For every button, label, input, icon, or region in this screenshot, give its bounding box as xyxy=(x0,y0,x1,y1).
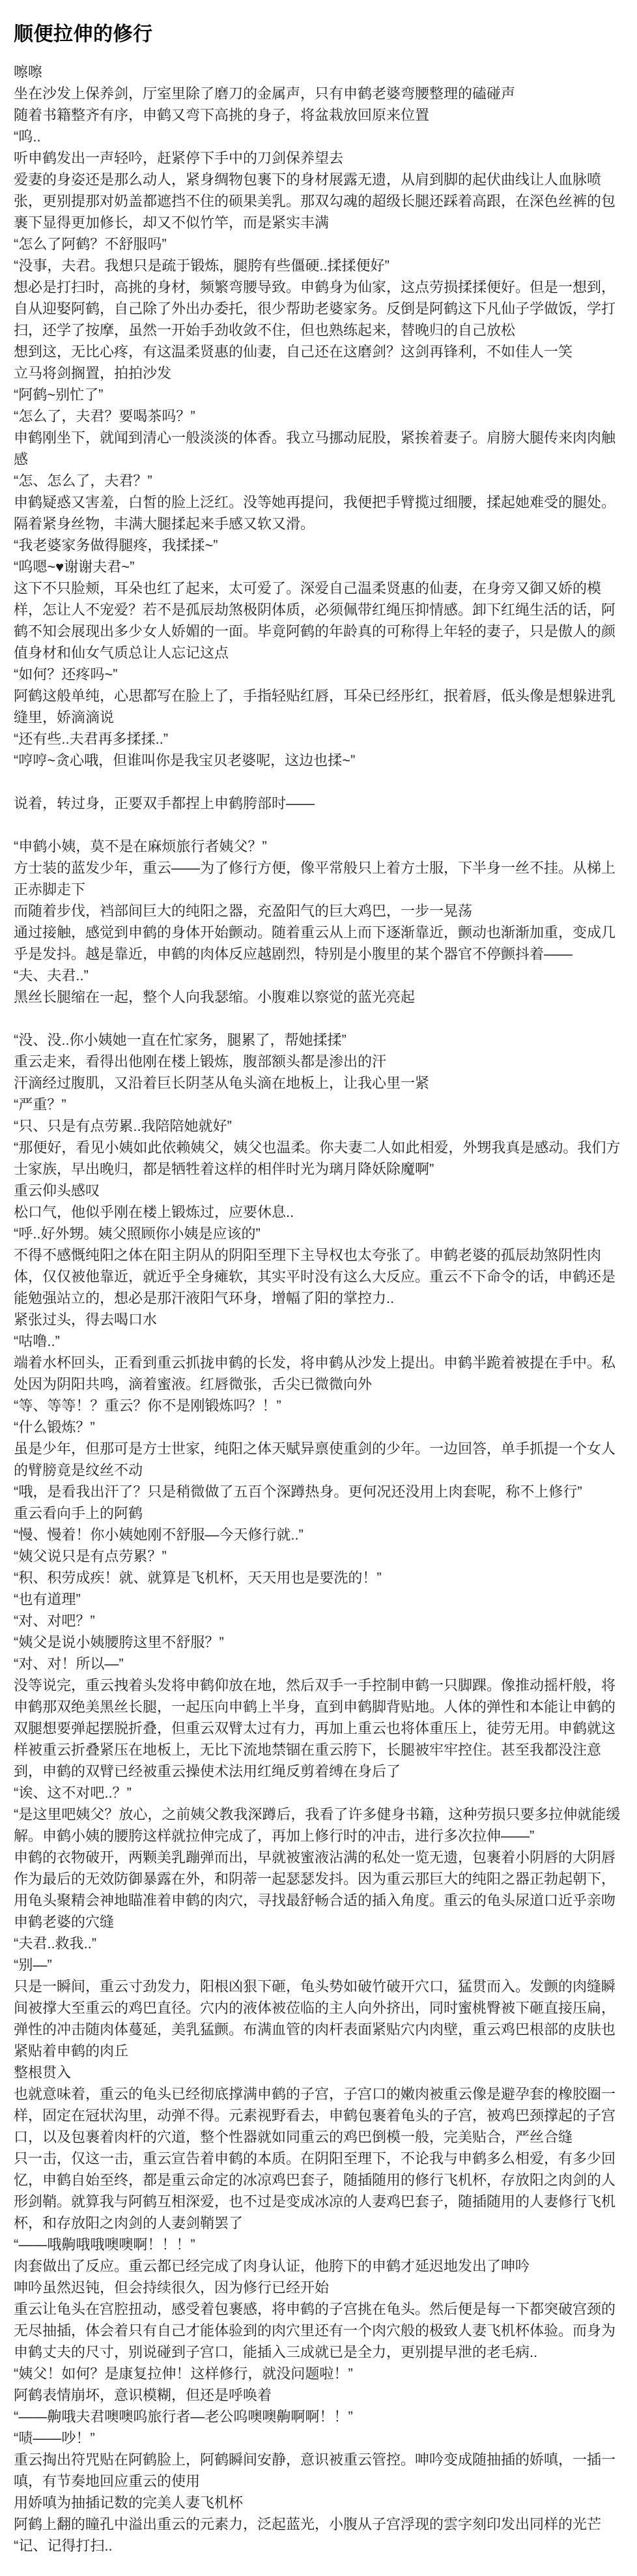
paragraph: “还有些..夫君再多揉揉..” xyxy=(14,731,169,747)
paragraph: 也就意味着，重云的龟头已经彻底撑满申鹤的子宫，子宫口的嫩肉被重云像是避孕套的橡胶圈一样，固定在冠状沟里，动弹不得。元素视野看去，申鹤包裹着龟头的子宫，被鸡巴颈撑起的子宫口，以及包裹着肉杆的穴道，整个性器就如同重云的鸡巴倒模一般，完美贴合，严丝合缝 xyxy=(14,2086,616,2145)
paragraph: “也有道理” xyxy=(14,1591,81,1607)
paragraph: 肉套做出了反应。重云都已经完成了肉身认证，他胯下的申鹤才延迟地发出了呻吟 xyxy=(14,2258,530,2274)
paragraph: 说着，转过身，正要双手都捏上申鹤胯部时—— xyxy=(14,795,315,812)
paragraph: “夫君..救我..” xyxy=(14,1935,97,1952)
paragraph: “是这里吧姨父？放心，之前姨父教我深蹲后，我看了许多健身书籍，这种劳损只要多拉伸就能缓解。申鹤小姨的腰胯这样就拉伸完成了，再加上修行时的冲击，进行多次拉伸——” xyxy=(14,1806,621,1844)
paragraph: 重云看向手上的阿鹤 xyxy=(14,1505,143,1521)
paragraph: “没事，夫君。我想只是疏于锻炼，腿胯有些僵硬..揉揉便好” xyxy=(14,257,389,274)
paragraph: “记、记得打扫.. xyxy=(14,2538,113,2554)
paragraph: 紧张过头，得去喝口水 xyxy=(14,1311,158,1328)
paragraph: “怎、怎么了，夫君？” xyxy=(14,473,152,489)
paragraph: “诶、这不对吧..？” xyxy=(14,1785,132,1801)
paragraph: “咕噜..” xyxy=(14,1333,60,1349)
paragraph: 申鹤疑惑又害羞，白皙的脸上泛红。没等她再提问，我便把手臂揽过细腰，揉起她难受的腿处。隔着紧身丝物，丰满大腿揉起来手感又软又滑。 xyxy=(14,494,616,532)
paragraph: “对、对吧？” xyxy=(14,1613,95,1629)
paragraph: “什么锻炼？” xyxy=(14,1419,95,1435)
paragraph: “严重？” xyxy=(14,1096,66,1113)
paragraph: 想必是打扫时，高挑的身材，频繁弯腰导致。申鹤身为仙家，这点劳损揉揉便好。但是一想到，自从迎娶阿鹤，自己除了外出办委托，很少帮助老婆家务。反倒是阿鹤这下凡仙子学做饭，学打扫，还学了按摩，虽然一开始手劲收敛不住，但也熟练起来，替晚归的自己放松 xyxy=(14,279,616,338)
paragraph: “姨父是说小姨腰胯这里不舒服？” xyxy=(14,1634,224,1650)
paragraph: “没、没..你小姨她一直在忙家务，腿累了，帮她揉揉” xyxy=(14,1032,347,1048)
paragraph: 随着书籍整齐有序，申鹤又弯下高挑的身子，将盆栽放回原来位置 xyxy=(14,107,430,123)
paragraph: 汗滴经过腹肌，又沿着巨长阴茎从龟头滴在地板上，让我心里一紧 xyxy=(14,1075,430,1091)
paragraph: 不得不感慨纯阳之体在阳主阴从的阴阳至理下主导权也太夸张了。申鹤老婆的孤辰劫煞阴性肉体，仅仅被他靠近，就近乎全身瘫软，其实平时没有这么大反应。重云不下命令的话，申鹤还是能勉强站立的，想必是那汗液阳气环身，增幅了阳的掌控力.. xyxy=(14,1247,616,1306)
page-title: 顺便拉伸的修行 xyxy=(14,23,153,45)
paragraph: 松口气，他似乎刚在楼上锻炼过，应要休息.. xyxy=(14,1204,294,1220)
paragraph: 申鹤的衣物破开，两颗美乳蹦弹而出，早就被蜜液沾满的私处一览无遗，包裹着小阴唇的大阴唇作为最后的无效防御暴露在外，和阴蒂一起瑟瑟发抖。因为重云那巨大的纯阳之器正勃起朝下，用龟头聚精会神地瞄准着申鹤的肉穴，寻找最舒畅合适的插入角度。重云的龟头尿道口近乎亲吻申鹤老婆的穴缝 xyxy=(14,1849,616,1930)
blank-line xyxy=(14,1008,623,1029)
paragraph: “呜.. xyxy=(14,128,41,145)
paragraph: 只是一瞬间，重云寸劲发力，阳根凶狠下砸，龟头势如破竹破开穴口，猛贯而入。发颤的肉缝瞬间被撑大至重云的鸡巴直径。穴内的液体被莅临的主人向外挤出，同时蜜桃臀被下砸直接压扁，弹性的冲击随肉体蔓延，美乳猛颤。布满血管的肉杆表面紧贴穴内肉壁，重云鸡巴根部的皮肤也紧贴着申鹤的肉丘 xyxy=(14,1978,616,2059)
paragraph: 方士装的蓝发少年，重云——为了修行方便，像平常般只上着方士服，下半身一丝不挂。从梯上正赤脚走下 xyxy=(14,860,616,898)
paragraph: 虽是少年，但那可是方士世家，纯阳之体天赋异禀使重剑的少年。一边回答，单手抓提一个女人的臂膀竟是纹丝不动 xyxy=(14,1441,616,1478)
paragraph: “夫、夫君..” xyxy=(14,967,89,984)
paragraph: 阿鹤这般单纯，心思都写在脸上了，手指轻贴红唇，耳朵已经彤红，抿着唇，低头像是想躲进乳缝里，娇滴滴说 xyxy=(14,688,616,725)
paragraph: “我老婆家务做得腿疼，我揉揉~” xyxy=(14,537,218,553)
paragraph: “——哦齁哦哦噢噢啊！！！” xyxy=(14,2236,195,2253)
paragraph: 申鹤刚坐下，就闻到清心一般淡淡的体香。我立马挪动屁股，紧挨着妻子。肩膀大腿传来肉肉触感 xyxy=(14,430,616,467)
paragraph: “哼哼~贪心哦，但谁叫你是我宝贝老婆呢，这边也揉~” xyxy=(14,752,356,768)
paragraph: 听申鹤发出一声轻吟，赶紧停下手中的刀剑保养望去 xyxy=(14,150,344,166)
paragraph: 重云让龟头在宫腔扭动，感受着包裹感，将申鹤的子宫挑在龟头。然后便是每一下都突破宫颈的无尽抽插，体会着只有自己才能体验到的肉穴里还有一个肉穴般的极致人妻飞机杯体验。而身为申鹤丈夫的尺寸，别说碰到子宫口，能插入三成就已是全力，更别提早泄的老毛病.. xyxy=(14,2301,616,2360)
paragraph: “呼..好外甥。姨父照顾你小姨是应该的” xyxy=(14,1225,261,1242)
paragraph: 整根贯入 xyxy=(14,2064,72,2081)
paragraph: “呜嗯~♥谢谢夫君~” xyxy=(14,559,135,575)
paragraph: “——齁哦夫君噢噢呜旅行者—老公呜噢噢齁啊啊！！” xyxy=(14,2408,353,2425)
paragraph: 坐在沙发上保养剑，厅室里除了磨刀的金属声，只有申鹤老婆弯腰整理的磕碰声 xyxy=(14,85,516,102)
paragraph: “慢、慢着！你小姨她刚不舒服—今天修行就..” xyxy=(14,1527,304,1543)
paragraph: 通过接触，感觉到申鹤的身体开始颤动。随着重云从上而下逐渐靠近，颤动也渐渐加重，变成几乎是发抖。越是靠近，申鹤的肉体反应越剧烈，特别是小腹里的某个器官不停颤抖着—— xyxy=(14,924,616,962)
paragraph: 这下不只脸颊，耳朵也红了起来，太可爱了。深爱自己温柔贤惠的仙妻，在身旁又御又娇的模样，怎让人不宠爱？若不是孤辰劫煞极阴体质，必须佩带红绳压抑情感。卸下红绳生活的话，阿鹤不知会展现出多少女人娇媚的一面。毕竟阿鹤的年龄真的可称得上年轻的妻子，只是傲人的颜值身材和仙女气质总让人忘记这点 xyxy=(14,580,616,661)
blank-line xyxy=(14,814,623,836)
paragraph: 而随着步伐，裆部间巨大的纯阳之器，充盈阳气的巨大鸡巴，一步一晃荡 xyxy=(14,903,473,919)
paragraph: 爱妻的身姿还是那么动人，紧身绸物包裹下的身材展露无遗，从肩到脚的起伏曲线让人血脉喷张，更别提那对奶盖都遮挡不住的硕果美乳。那双勾魂的超级长腿还踩着高跟，在深色丝裤的包裹下显得更加修长，却又不似竹竿，而是紧实丰满 xyxy=(14,171,616,231)
paragraph: “姨父说只是有点劳累？” xyxy=(14,1548,167,1564)
paragraph: “对、对！所以—” xyxy=(14,1656,124,1672)
paragraph: “积、积劳成疾！就、就算是飞机杯，天天用也是要洗的！” xyxy=(14,1570,382,1586)
paragraph: “那便好，看见小姨如此依赖姨父，姨父也温柔。你夫妻二人如此相爱，外甥我真是感动。我们方士家族，早出晚归，都是牺牲着这样的相伴时光为璃月降妖除魔啊” xyxy=(14,1139,621,1177)
paragraph: “怎么了，夫君？要喝茶吗？” xyxy=(14,408,195,424)
paragraph: 想到这，无比心疼，有这温柔贤惠的仙妻，自己还在这磨剑？这剑再锋利，不如佳人一笑 xyxy=(14,344,573,360)
paragraph: “如何？还疼吗~” xyxy=(14,666,118,682)
paragraph: “等、等等！？重云？你不是刚锻炼吗？！” xyxy=(14,1398,281,1414)
paragraph: “申鹤小姨，莫不是在麻烦旅行者姨父？” xyxy=(14,838,267,855)
paragraph: 呻吟虽然迟钝，但会持续很久，因为修行已经开始 xyxy=(14,2279,330,2296)
paragraph: 重云仰头感叹 xyxy=(14,1182,100,1199)
blank-line xyxy=(14,771,623,793)
paragraph: 没等说完，重云拽着头发将申鹤仰放在地，然后双手一手控制申鹤一只脚踝。像推动摇杆般，将申鹤那双绝美黑丝长腿，一起压向申鹤上半身，直到申鹤脚背贴地。人体的弹性和本能让申鹤的双腿想要弹起摆脱折叠，但重云双臂太过有力，再加上重云也将体重压上，徒劳无用。申鹤就这样被重云折叠紧压在地板上，无比下流地禁锢在重云胯下，长腿被牢牢控住。甚至我都没注意到，申鹤的双臂已经被重云操使术法用红绳反剪着缚在身后了 xyxy=(14,1677,616,1779)
paragraph: 立马将剑搁置，拍拍沙发 xyxy=(14,365,172,381)
paragraph: 用娇嗔为抽插记数的完美人妻飞机杯 xyxy=(14,2495,244,2511)
paragraph: 嚓嚓 xyxy=(14,64,43,80)
paragraph: “怎么了阿鹤？不舒服吗” xyxy=(14,236,167,252)
paragraph: “啧——吵！” xyxy=(14,2430,95,2446)
paragraph: 重云走来，看得出他刚在楼上锻炼，腹部额头都是渗出的汗 xyxy=(14,1053,387,1070)
paragraph: “姨父！如何？是康复拉伸！这样修行，就没问题啦！” xyxy=(14,2365,353,2382)
paragraph: “阿鹤~别忙了” xyxy=(14,387,104,403)
paragraph: “只、只是有点劳累..我陪陪她就好” xyxy=(14,1118,232,1134)
paragraph: “哦，是看我出汗了？只是稍微做了五百个深蹲热身。更何况还没用上肉套呢，称不上修行” xyxy=(14,1484,582,1500)
paragraph: 阿鹤上翻的瞳孔中溢出重云的元素力，泛起蓝光，小腹从子宫浮现的雲字刻印发出同样的光芒 xyxy=(14,2516,602,2532)
paragraph: 黑丝长腿缩在一起，整个人向我瑟缩。小腹难以察觉的蓝光亮起 xyxy=(14,989,416,1005)
paragraph: 端着水杯回头，正看到重云抓拢申鹤的长发，将申鹤从沙发上提出。申鹤半跪着被提在手中。私处因为阴阳共鸣，滴着蜜液。红唇微张，舌尖已微微向外 xyxy=(14,1354,616,1392)
paragraph: 只一击，仅这一击，重云宣告着申鹤的本质。在阴阳至理下，不论我与申鹤多么相爱，有多少回忆，申鹤自始至终，都是重云命定的冰凉鸡巴套子，随插随用的修行飞机杯，存放阳之肉剑的人形剑鞘。就算我与阿鹤互相深爱，也不过是变成冰凉的人妻鸡巴套子，随插随用的人妻修行飞机杯，和存放阳之肉剑的人妻剑鞘罢了 xyxy=(14,2150,616,2231)
paragraph: “别—” xyxy=(14,1957,52,1973)
paragraph: 重云掏出符咒贴在阿鹤脸上，阿鹤瞬间安静，意识被重云管控。呻吟变成随抽插的娇嗔，一插一嗔，有节奏地回应重云的使用 xyxy=(14,2452,616,2489)
story-content xyxy=(14,61,623,2556)
paragraph: 阿鹤表情崩坏，意识模糊，但还是呼唤着 xyxy=(14,2387,272,2403)
